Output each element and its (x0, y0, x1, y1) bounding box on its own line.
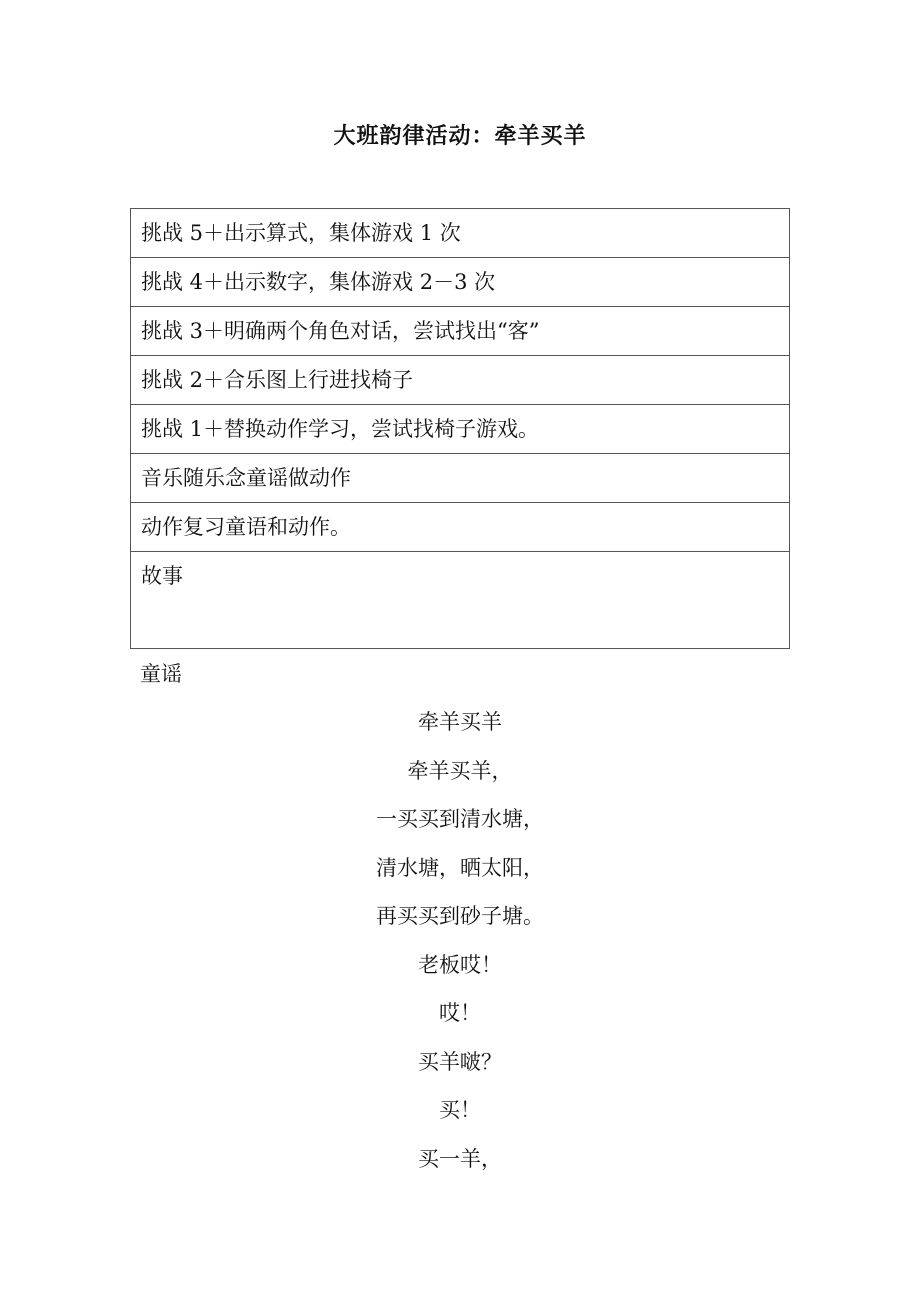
document-title: 大班韵律活动：牵羊买羊 (333, 123, 587, 149)
rhyme-line: 牵羊买羊， (407, 758, 513, 783)
rhyme-line: 买！ (439, 1098, 481, 1122)
table-row (131, 503, 790, 552)
activity-steps-table (130, 208, 790, 649)
rhyme-line: 一买买到清水塘， (376, 807, 544, 831)
table-row (131, 209, 790, 258)
rhyme-line: 老板哎！ (418, 952, 502, 977)
rhyme-line: 再买买到砂子塘。 (376, 904, 544, 928)
step-cell: 挑战 3＋明确两个角色对话，尝试找出“客” (131, 307, 790, 356)
table-row (131, 258, 790, 307)
rhyme-poem (0, 704, 920, 1189)
step-cell: 故事 (131, 552, 790, 649)
rhyme-line: 买一羊， (418, 1146, 502, 1171)
step-cell: 挑战 5＋出示算式，集体游戏 1 次 (131, 209, 790, 258)
table-row (131, 454, 790, 503)
step-cell: 音乐随乐念童谣做动作 (131, 454, 790, 503)
step-cell: 挑战 2＋合乐图上行进找椅子 (131, 356, 790, 405)
rhyme-line: 哎！ (439, 1001, 481, 1025)
rhyme-title: 牵羊买羊 (418, 710, 502, 734)
table-row (131, 405, 790, 454)
rhyme-line: 清水塘，晒太阳， (376, 855, 544, 880)
table-row (131, 356, 790, 405)
table-row (131, 552, 790, 649)
step-cell: 动作复习童语和动作。 (131, 503, 790, 552)
rhyme-section-label: 童谣 (140, 662, 182, 686)
step-cell: 挑战 1＋替换动作学习，尝试找椅子游戏。 (131, 405, 790, 454)
step-cell: 挑战 4＋出示数字，集体游戏 2－3 次 (131, 258, 790, 307)
rhyme-line: 买羊啵？ (418, 1049, 502, 1074)
table-row (131, 307, 790, 356)
